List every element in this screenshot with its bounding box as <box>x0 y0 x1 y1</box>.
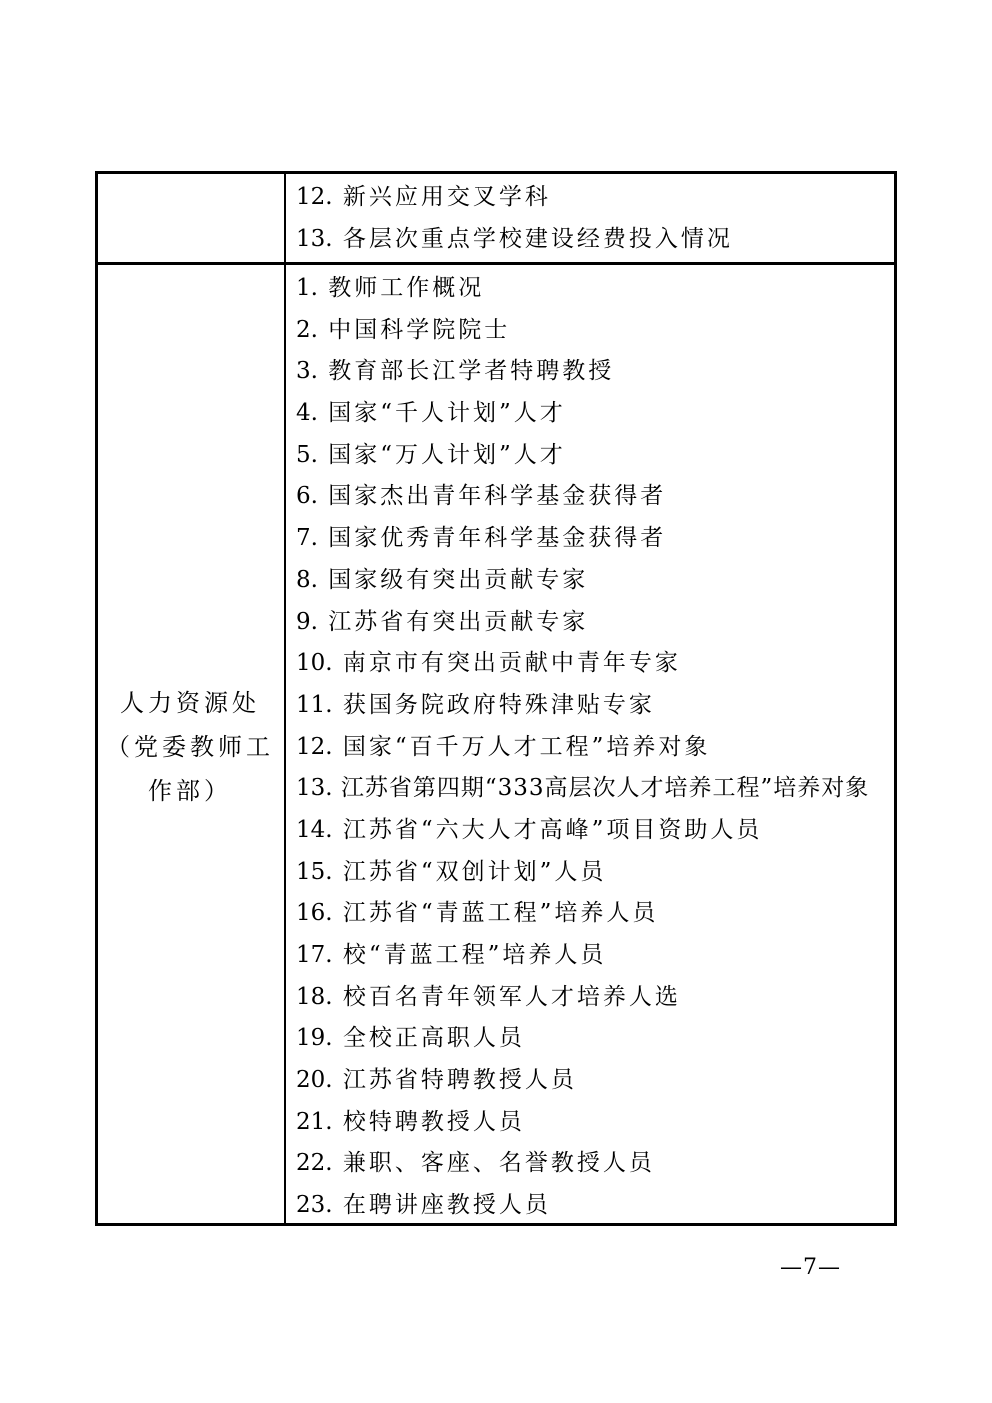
list-item: 8. 国家级有突出贡献专家 <box>296 566 589 593</box>
list-item: 7. 国家优秀青年科学基金获得者 <box>296 525 667 552</box>
list-item: 22. 兼职、客座、名誉教授人员 <box>296 1150 655 1177</box>
row-divider <box>98 262 894 265</box>
list-item: 2. 中国科学院院士 <box>296 316 511 343</box>
list-item: 3. 教育部长江学者特聘教授 <box>296 358 615 385</box>
hr-section-list <box>296 268 869 1227</box>
list-item: 5. 国家“万人计划”人才 <box>296 441 566 468</box>
list-item: 23. 在聘讲座教授人员 <box>296 1192 551 1219</box>
list-item: 18. 校百名青年领军人才培养人选 <box>296 983 681 1010</box>
column-divider <box>284 174 286 1223</box>
list-item: 6. 国家杰出青年科学基金获得者 <box>296 483 667 510</box>
page-number: —7— <box>780 1255 841 1280</box>
list-item: 21. 校特聘教授人员 <box>296 1108 525 1135</box>
list-item: 1. 教师工作概况 <box>296 275 485 301</box>
department-line: 人力资源处 <box>120 689 260 717</box>
list-item: 17. 校“青蓝工程”培养人员 <box>296 942 607 968</box>
list-item: 13. 各层次重点学校建设经费投入情况 <box>296 225 733 252</box>
list-item: 4. 国家“千人计划”人才 <box>296 400 566 427</box>
list-item: 9. 江苏省有突出贡献专家 <box>296 608 589 635</box>
department-cell <box>98 681 282 813</box>
list-item: 19. 全校正高职人员 <box>296 1025 525 1052</box>
list-item: 10. 南京市有突出贡献中青年专家 <box>296 650 681 677</box>
list-item: 11. 获国务院政府特殊津贴专家 <box>296 691 655 718</box>
top-section-list <box>296 177 733 260</box>
list-item: 16. 江苏省“青蓝工程”培养人员 <box>296 900 659 927</box>
list-item: 12. 国家“百千万人才工程”培养对象 <box>296 733 711 760</box>
list-item: 12. 新兴应用交叉学科 <box>296 184 551 210</box>
list-item: 14. 江苏省“六大人才高峰”项目资助人员 <box>296 816 763 843</box>
list-item: 20. 江苏省特聘教授人员 <box>296 1067 577 1094</box>
department-line: （党委教师工 <box>106 733 274 761</box>
list-item: 13. 江苏省第四期“333高层次人才培养工程”培养对象 <box>296 775 870 802</box>
list-item: 15. 江苏省“双创计划”人员 <box>296 858 607 885</box>
department-line: 作部） <box>148 777 232 805</box>
